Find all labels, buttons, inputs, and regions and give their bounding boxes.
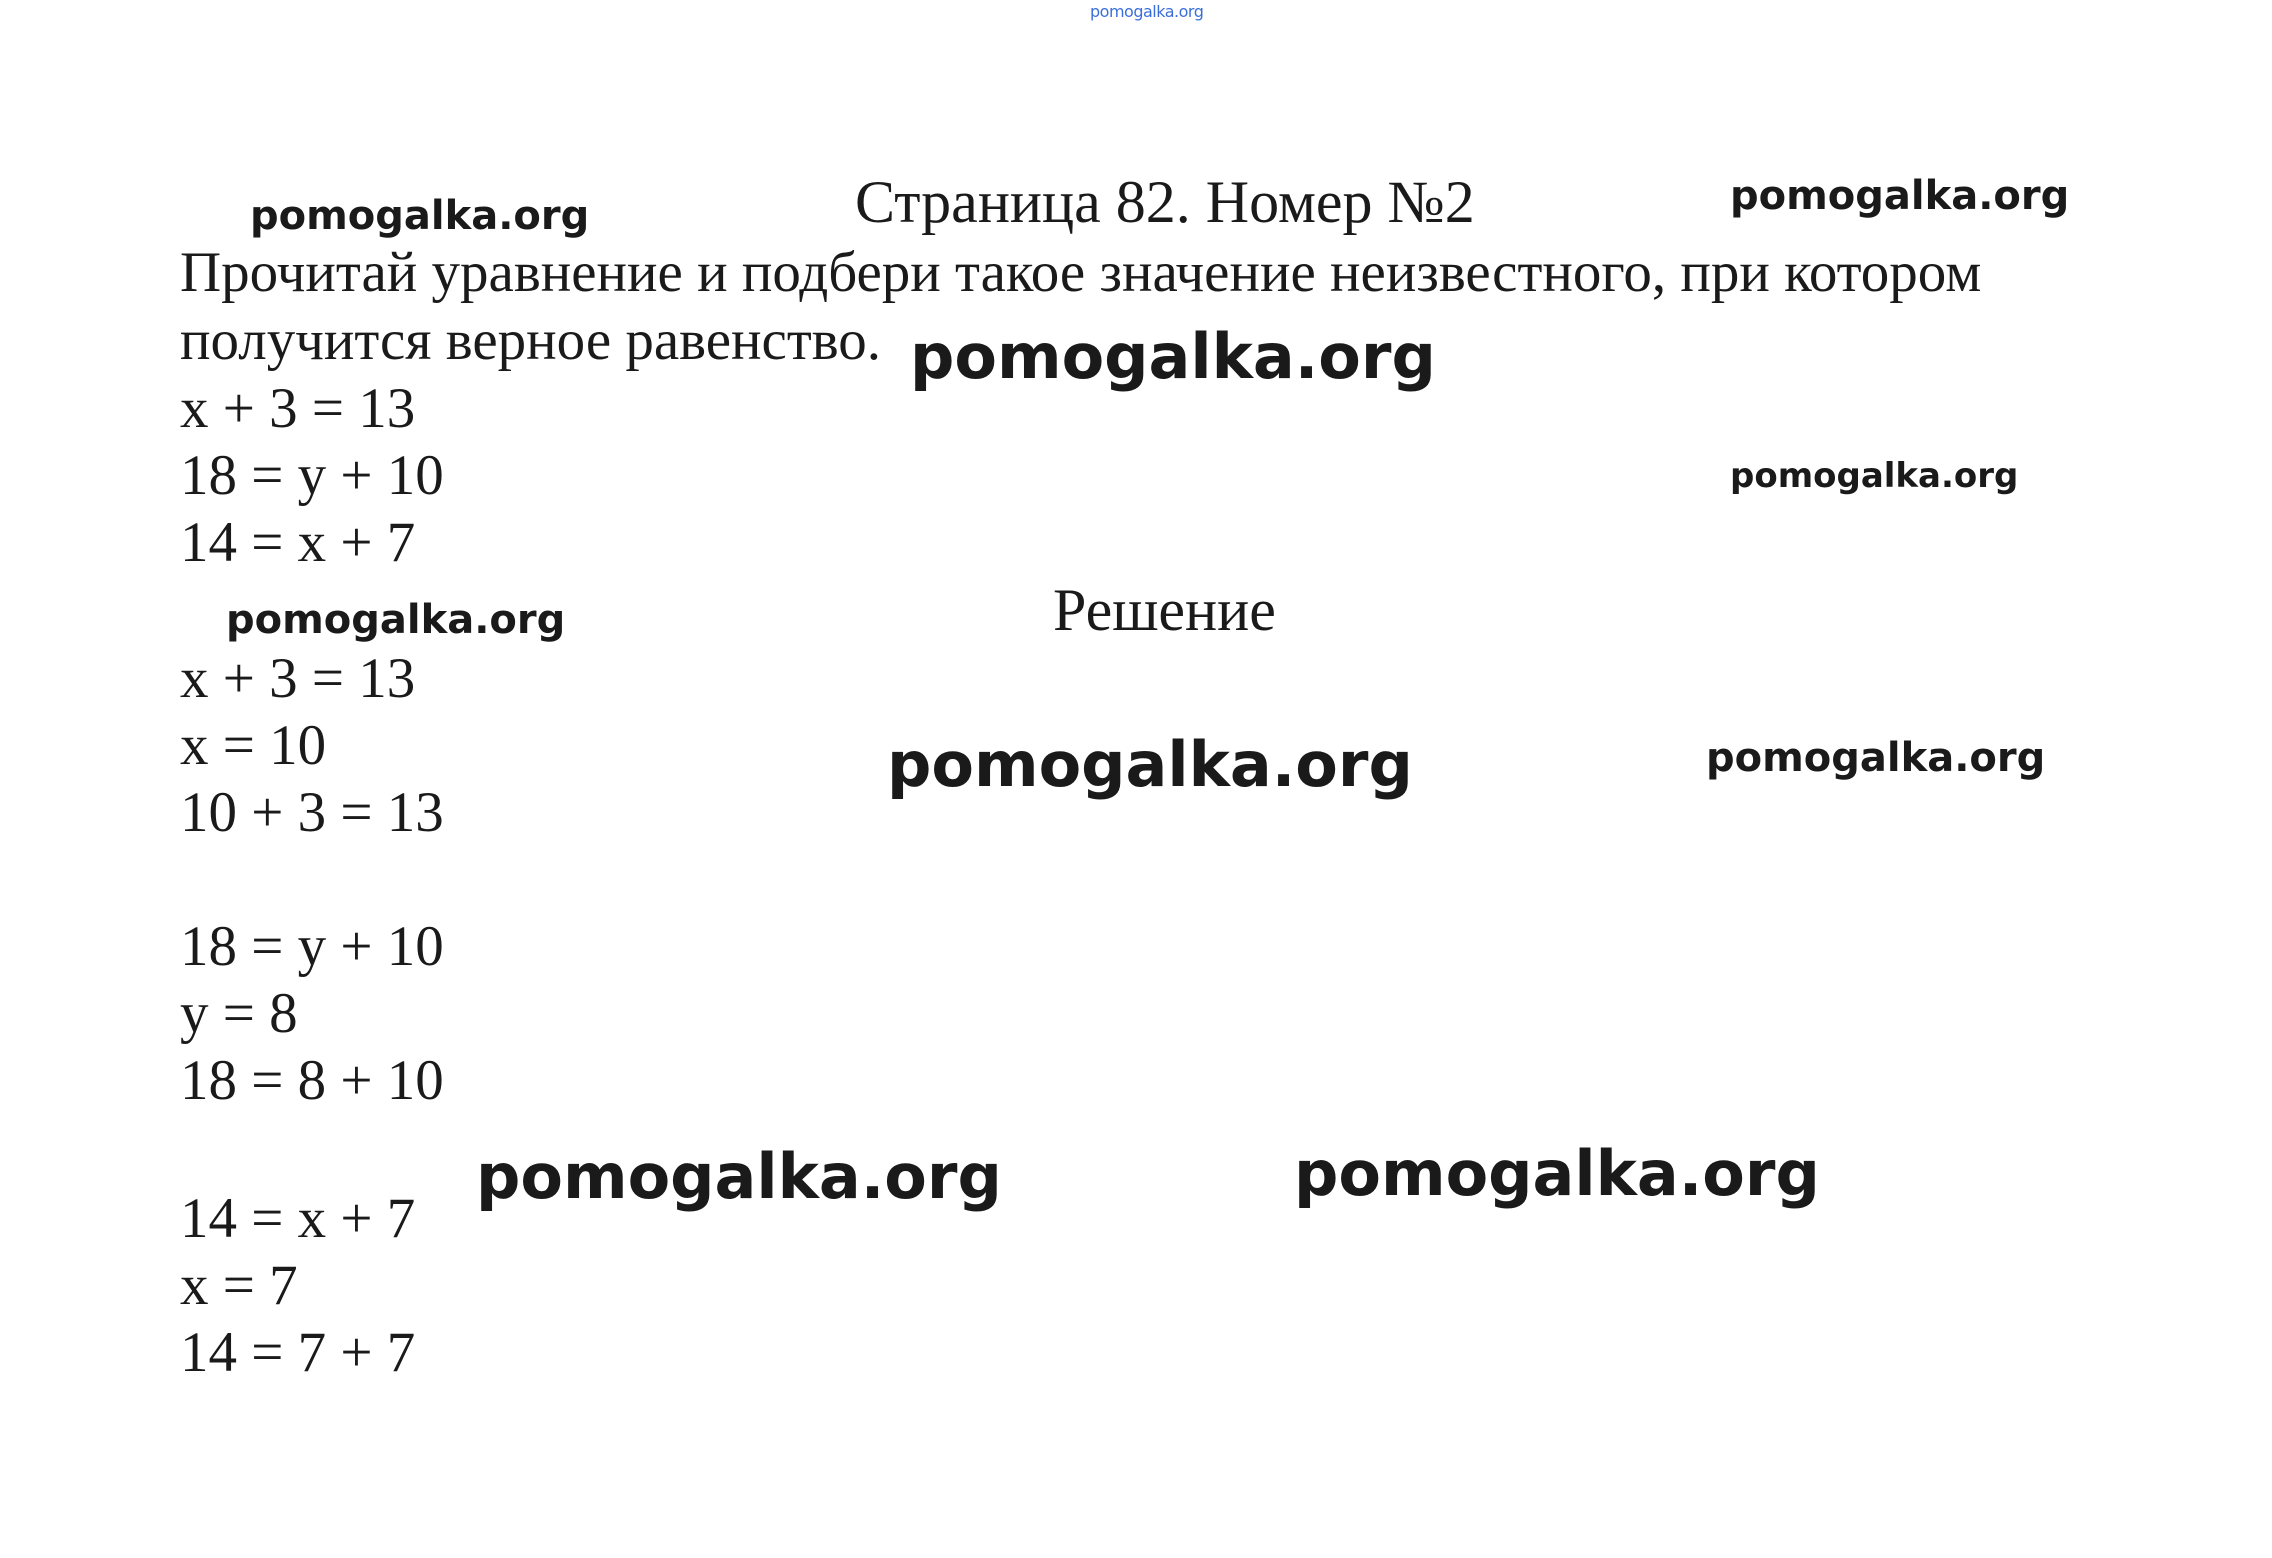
solution-2-line-3: 18 = 8 + 10 [180,1049,444,1112]
watermark: pomogalka.org [1294,1137,1820,1210]
solution-1-line-3: 10 + 3 = 13 [180,781,444,844]
solution-3-line-2: x = 7 [180,1254,298,1317]
watermark: pomogalka.org [476,1140,1002,1213]
solution-heading: Решение [1053,577,1276,643]
watermark: pomogalka.org [887,728,1413,801]
solution-2-line-1: 18 = y + 10 [180,915,444,978]
watermark: pomogalka.org [226,597,566,643]
watermark: pomogalka.org [1706,735,2046,781]
solution-2-line-2: y = 8 [180,982,298,1045]
task-line-2: получится верное равенство. [180,309,882,372]
watermark: pomogalka.org [910,320,1436,393]
watermark: pomogalka.org [1730,456,2019,496]
watermark-top: pomogalka.org [1090,2,1204,21]
equation-2: 18 = y + 10 [180,444,444,507]
equation-1: x + 3 = 13 [180,377,416,440]
task-line-1: Прочитай уравнение и подбери такое значение неизвестного, при котором [180,241,1982,304]
watermark: pomogalka.org [1730,173,2070,219]
watermark: pomogalka.org [250,193,590,239]
equation-3: 14 = x + 7 [180,511,416,574]
solution-1-line-2: x = 10 [180,714,327,777]
solution-1-line-1: x + 3 = 13 [180,647,416,710]
solution-3-line-3: 14 = 7 + 7 [180,1321,416,1384]
solution-3-line-1: 14 = x + 7 [180,1187,416,1250]
page-title: Страница 82. Номер №2 [855,169,1475,235]
